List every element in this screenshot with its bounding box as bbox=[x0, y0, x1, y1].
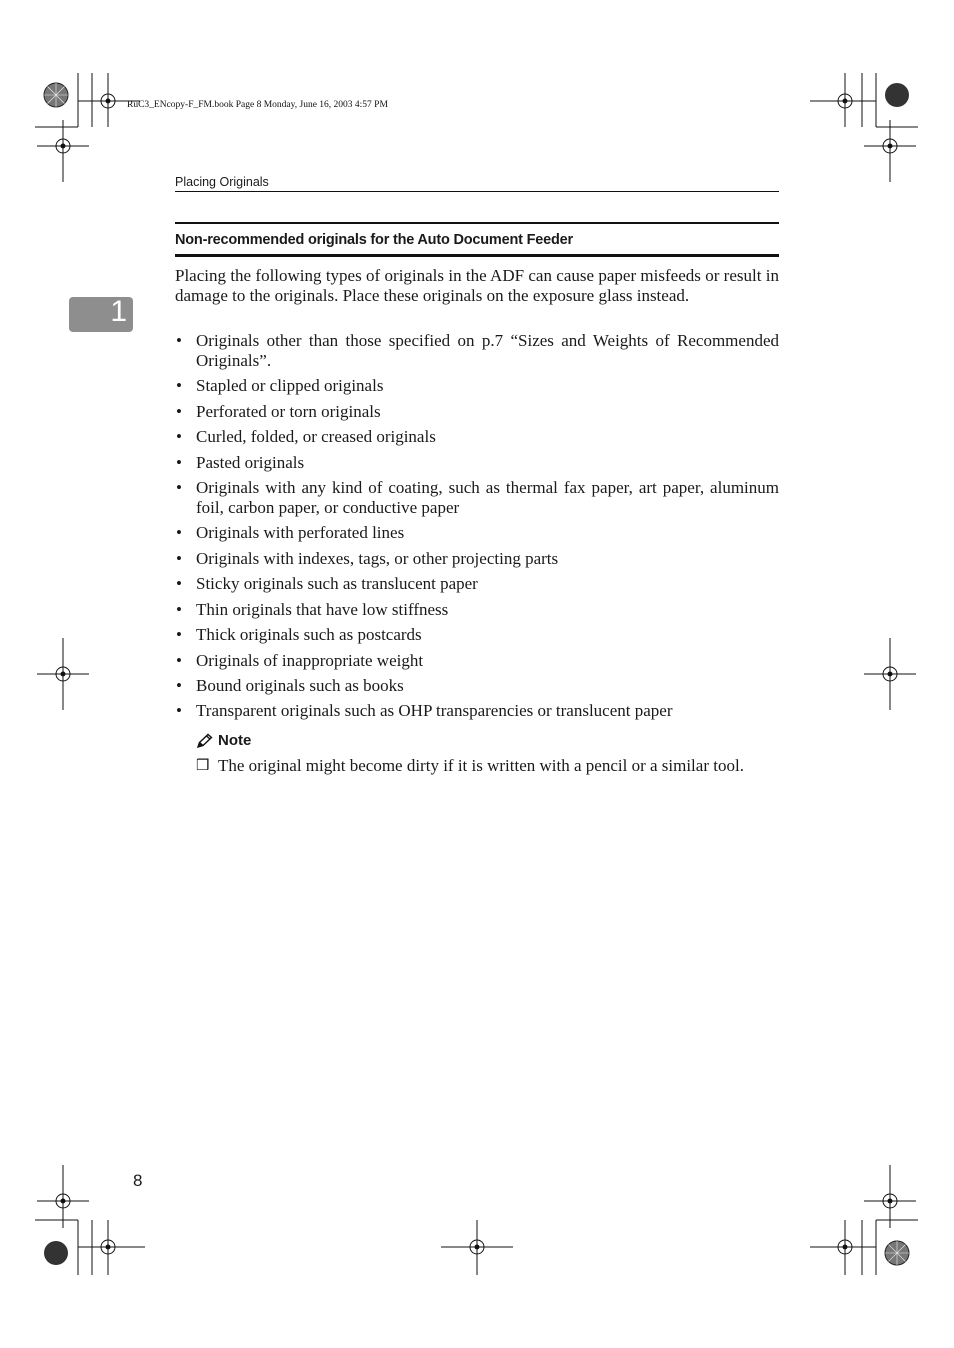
file-info-slug: RuC3_ENcopy-F_FM.book Page 8 Monday, June 16, 2003 4:57 PM bbox=[127, 100, 388, 110]
section-title: Non-recommended originals for the Auto Document Feeder bbox=[175, 222, 779, 257]
list-item bbox=[175, 651, 779, 671]
list-item bbox=[175, 402, 779, 422]
list-item bbox=[175, 676, 779, 696]
bullet-marker: • bbox=[176, 427, 182, 447]
bullet-marker: • bbox=[176, 452, 182, 472]
list-item bbox=[175, 549, 779, 569]
chapter-number: 1 bbox=[110, 295, 127, 328]
bullet-marker: • bbox=[176, 625, 182, 645]
list-item bbox=[175, 625, 779, 645]
list-item bbox=[175, 574, 779, 594]
list-item-text: Originals of inappropriate weight bbox=[196, 650, 424, 670]
list-item-text: Sticky originals such as translucent paper bbox=[196, 574, 478, 594]
intro-paragraph: Placing the following types of originals in the ADF can cause paper misfeeds or result in damage to the originals. Place these originals on the exposure glass instead. bbox=[175, 266, 779, 305]
list-item-text: Originals other than those specified on p.7 “Sizes and Weights of Recommended Originals”. bbox=[196, 331, 779, 370]
note-label: Note bbox=[218, 732, 252, 749]
bullet-marker: • bbox=[176, 650, 182, 670]
list-item-text: Pasted originals bbox=[196, 452, 305, 472]
list-item-text: Stapled or clipped originals bbox=[196, 376, 384, 396]
bullet-marker: • bbox=[176, 548, 182, 568]
page-number: 8 bbox=[133, 1171, 143, 1190]
bullet-marker: • bbox=[176, 331, 182, 350]
list-item bbox=[175, 701, 779, 721]
bullet-marker: • bbox=[176, 701, 182, 721]
list-item bbox=[175, 427, 779, 447]
list-item bbox=[175, 600, 779, 620]
bullet-marker: • bbox=[176, 676, 182, 695]
list-item-text: Bound originals such as books bbox=[196, 676, 404, 695]
list-item-text: Transparent originals such as OHP transparencies or translucent paper bbox=[196, 701, 673, 721]
list-item-text: Perforated or torn originals bbox=[196, 401, 381, 421]
bullet-marker: • bbox=[176, 376, 182, 396]
chapter-tab bbox=[69, 297, 133, 332]
list-item bbox=[175, 376, 779, 396]
bullet-list bbox=[175, 331, 779, 727]
note-heading bbox=[196, 732, 251, 749]
list-item-text: Thick originals such as postcards bbox=[196, 625, 422, 645]
checkbox-icon: ❒ bbox=[196, 756, 210, 774]
list-item bbox=[175, 453, 779, 473]
list-item bbox=[175, 523, 779, 543]
list-item bbox=[175, 331, 779, 370]
bullet-marker: • bbox=[176, 523, 182, 543]
bullet-marker: • bbox=[176, 574, 182, 594]
bullet-marker: • bbox=[176, 478, 182, 498]
note-text: The original might become dirty if it is written with a pencil or a similar tool. bbox=[218, 756, 744, 775]
list-item-text: Originals with any kind of coating, such as thermal fax paper, art paper, aluminum foil, carbon paper, or conductive paper bbox=[196, 478, 779, 517]
note-item bbox=[196, 756, 779, 776]
list-item bbox=[175, 478, 779, 517]
list-item-text: Curled, folded, or creased originals bbox=[196, 427, 436, 447]
running-header: Placing Originals bbox=[175, 175, 779, 192]
list-item-text: Originals with perforated lines bbox=[196, 523, 405, 543]
list-item-text: Thin originals that have low stiffness bbox=[196, 599, 449, 619]
bullet-marker: • bbox=[176, 401, 182, 421]
list-item-text: Originals with indexes, tags, or other projecting parts bbox=[196, 548, 559, 568]
pencil-icon bbox=[196, 733, 214, 749]
bullet-marker: • bbox=[176, 599, 182, 619]
